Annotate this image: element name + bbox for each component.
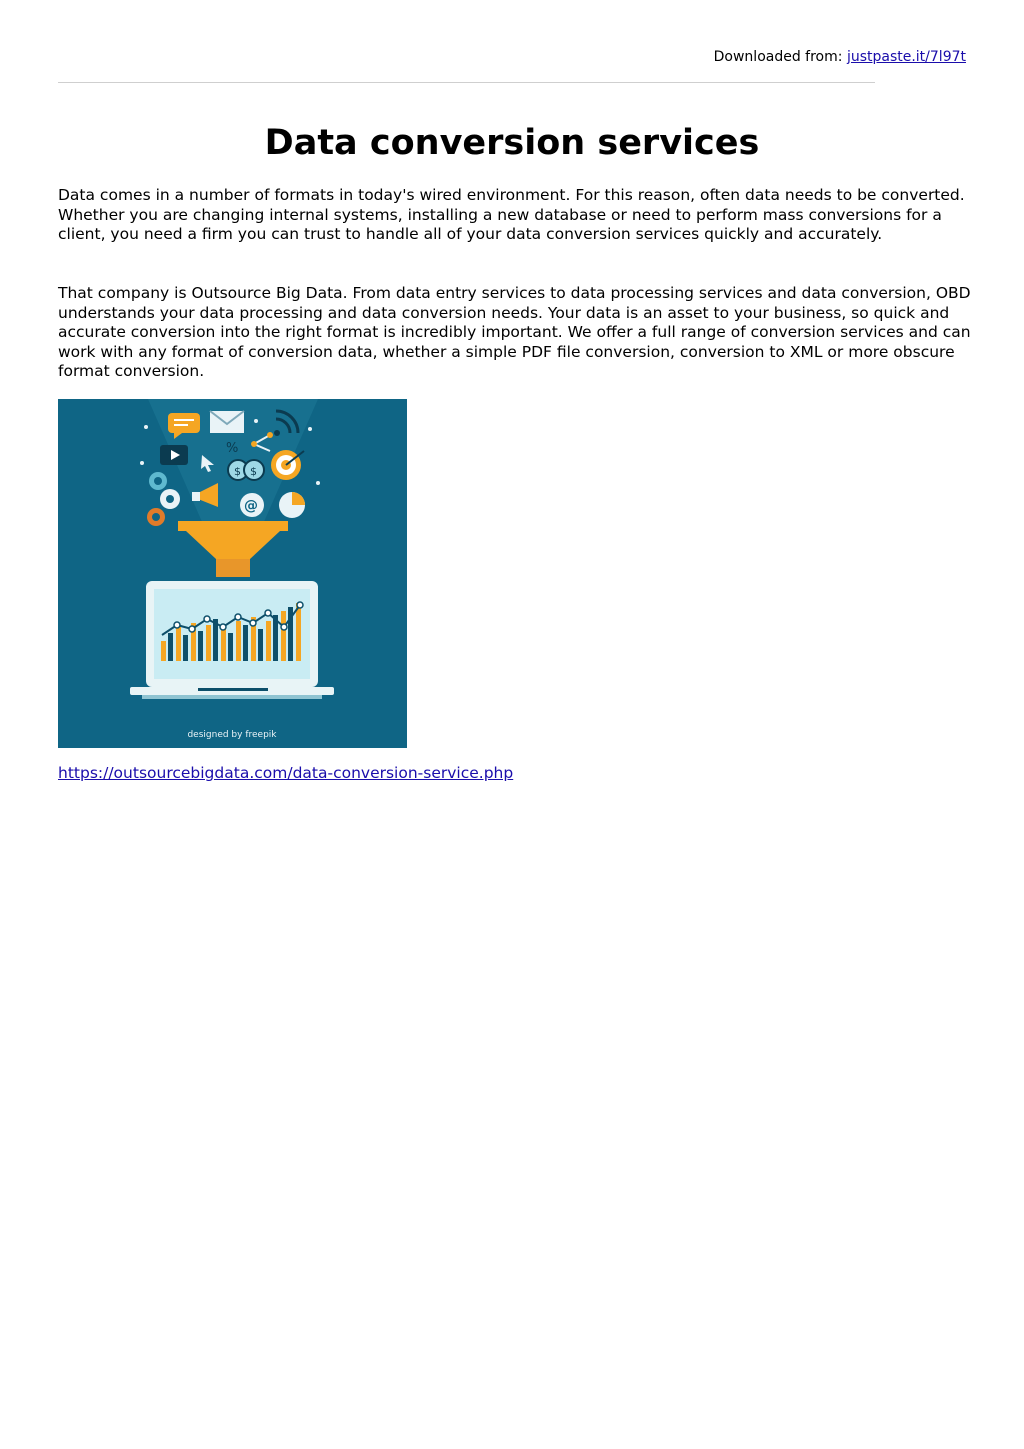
source-line	[714, 49, 966, 65]
envelope-icon	[210, 411, 244, 433]
data-conversion-illustration	[58, 399, 407, 748]
image-credit: designed by freepik	[187, 730, 277, 740]
svg-text:$: $	[250, 465, 257, 478]
percent-icon: %	[226, 441, 239, 456]
source-url-link[interactable]: https://outsourcebigdata.com/data-conversion-service.php	[58, 764, 514, 782]
intro-paragraph: Data comes in a number of formats in today's wired environment. For this reason, often data needs to be converted. Whether you are changing internal systems, installing a new database or need to perform mass conversions for a client, you need a firm you can trust to handle all of your data conversion services quickly and accurately.	[58, 186, 965, 244]
play-button-icon	[160, 445, 188, 465]
header-divider	[58, 82, 875, 83]
page-title: Data conversion services	[264, 123, 760, 163]
svg-text:$: $	[234, 465, 241, 478]
pie-chart-icon	[279, 492, 305, 518]
at-sign-icon	[240, 493, 264, 517]
source-prefix: Downloaded from:	[713, 49, 843, 65]
coins-icon	[228, 460, 264, 480]
svg-text:@: @	[244, 498, 258, 514]
company-paragraph: That company is Outsource Big Data. From data entry services to data processing services and data conversion, OBD understands your data processing and data conversion needs. Your data is an asset to your business, so quick and accurate conversion into the right format is incredibly important. We offer a full range of conversion services and can work with any format of conversion data, whether a simple PDF file conversion, conversion to XML or more obscure format conversion.	[58, 284, 971, 381]
source-link[interactable]: justpaste.it/7l97t	[846, 49, 966, 65]
